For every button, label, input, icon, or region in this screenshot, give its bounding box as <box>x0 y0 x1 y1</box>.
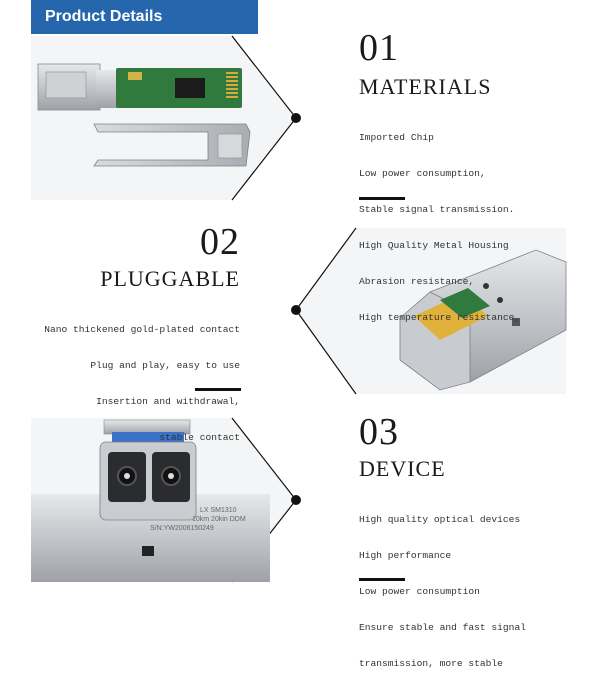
divider-bar <box>359 197 405 200</box>
module-label-2: 10km 20kin DDM <box>192 516 246 523</box>
section-number-02: 02 <box>200 221 240 263</box>
feature-line: High temperature resistance, <box>359 312 521 323</box>
bullet-dot-2 <box>291 305 301 315</box>
feature-line: Abrasion resistance, <box>359 276 475 287</box>
materials-image <box>31 36 296 200</box>
section-title-device: DEVICE <box>359 456 446 481</box>
materials-features <box>359 108 520 336</box>
module-label-3: S/N:YW2006150249 <box>150 525 214 532</box>
feature-line: High Quality Metal Housing <box>359 240 509 251</box>
bullet-dot-3 <box>291 495 301 505</box>
feature-line: Imported Chip <box>359 132 434 143</box>
feature-line: Stable signal transmission. <box>359 204 515 215</box>
section-title-materials: MATERIALS <box>359 74 492 99</box>
divider-bar <box>195 388 241 391</box>
bullet-dot-1 <box>291 113 301 123</box>
feature-line: Plug and play, easy to use <box>90 360 240 371</box>
feature-line: High quality optical devices <box>359 514 521 525</box>
section-number-03: 03 <box>359 411 399 453</box>
product-details-title: Product Details <box>45 8 163 25</box>
feature-line: transmission, more stable <box>359 658 503 669</box>
feature-line: stable contact <box>159 432 240 443</box>
section-number-01: 01 <box>359 27 399 69</box>
feature-line: Nano thickened gold-plated contact <box>44 324 240 335</box>
feature-line: Insertion and withdrawal, <box>96 396 240 407</box>
feature-line: Ensure stable and fast signal <box>359 622 526 633</box>
pluggable-features <box>44 300 240 456</box>
feature-line: Low power consumption <box>359 586 480 597</box>
feature-line: High performance <box>359 550 452 561</box>
section-title-pluggable: PLUGGABLE <box>100 266 240 291</box>
device-features <box>359 490 526 682</box>
feature-line: Low power consumption, <box>359 168 486 179</box>
divider-bar <box>359 578 405 581</box>
chip <box>175 78 205 98</box>
module-label-1: LX SM1310 <box>200 507 237 514</box>
